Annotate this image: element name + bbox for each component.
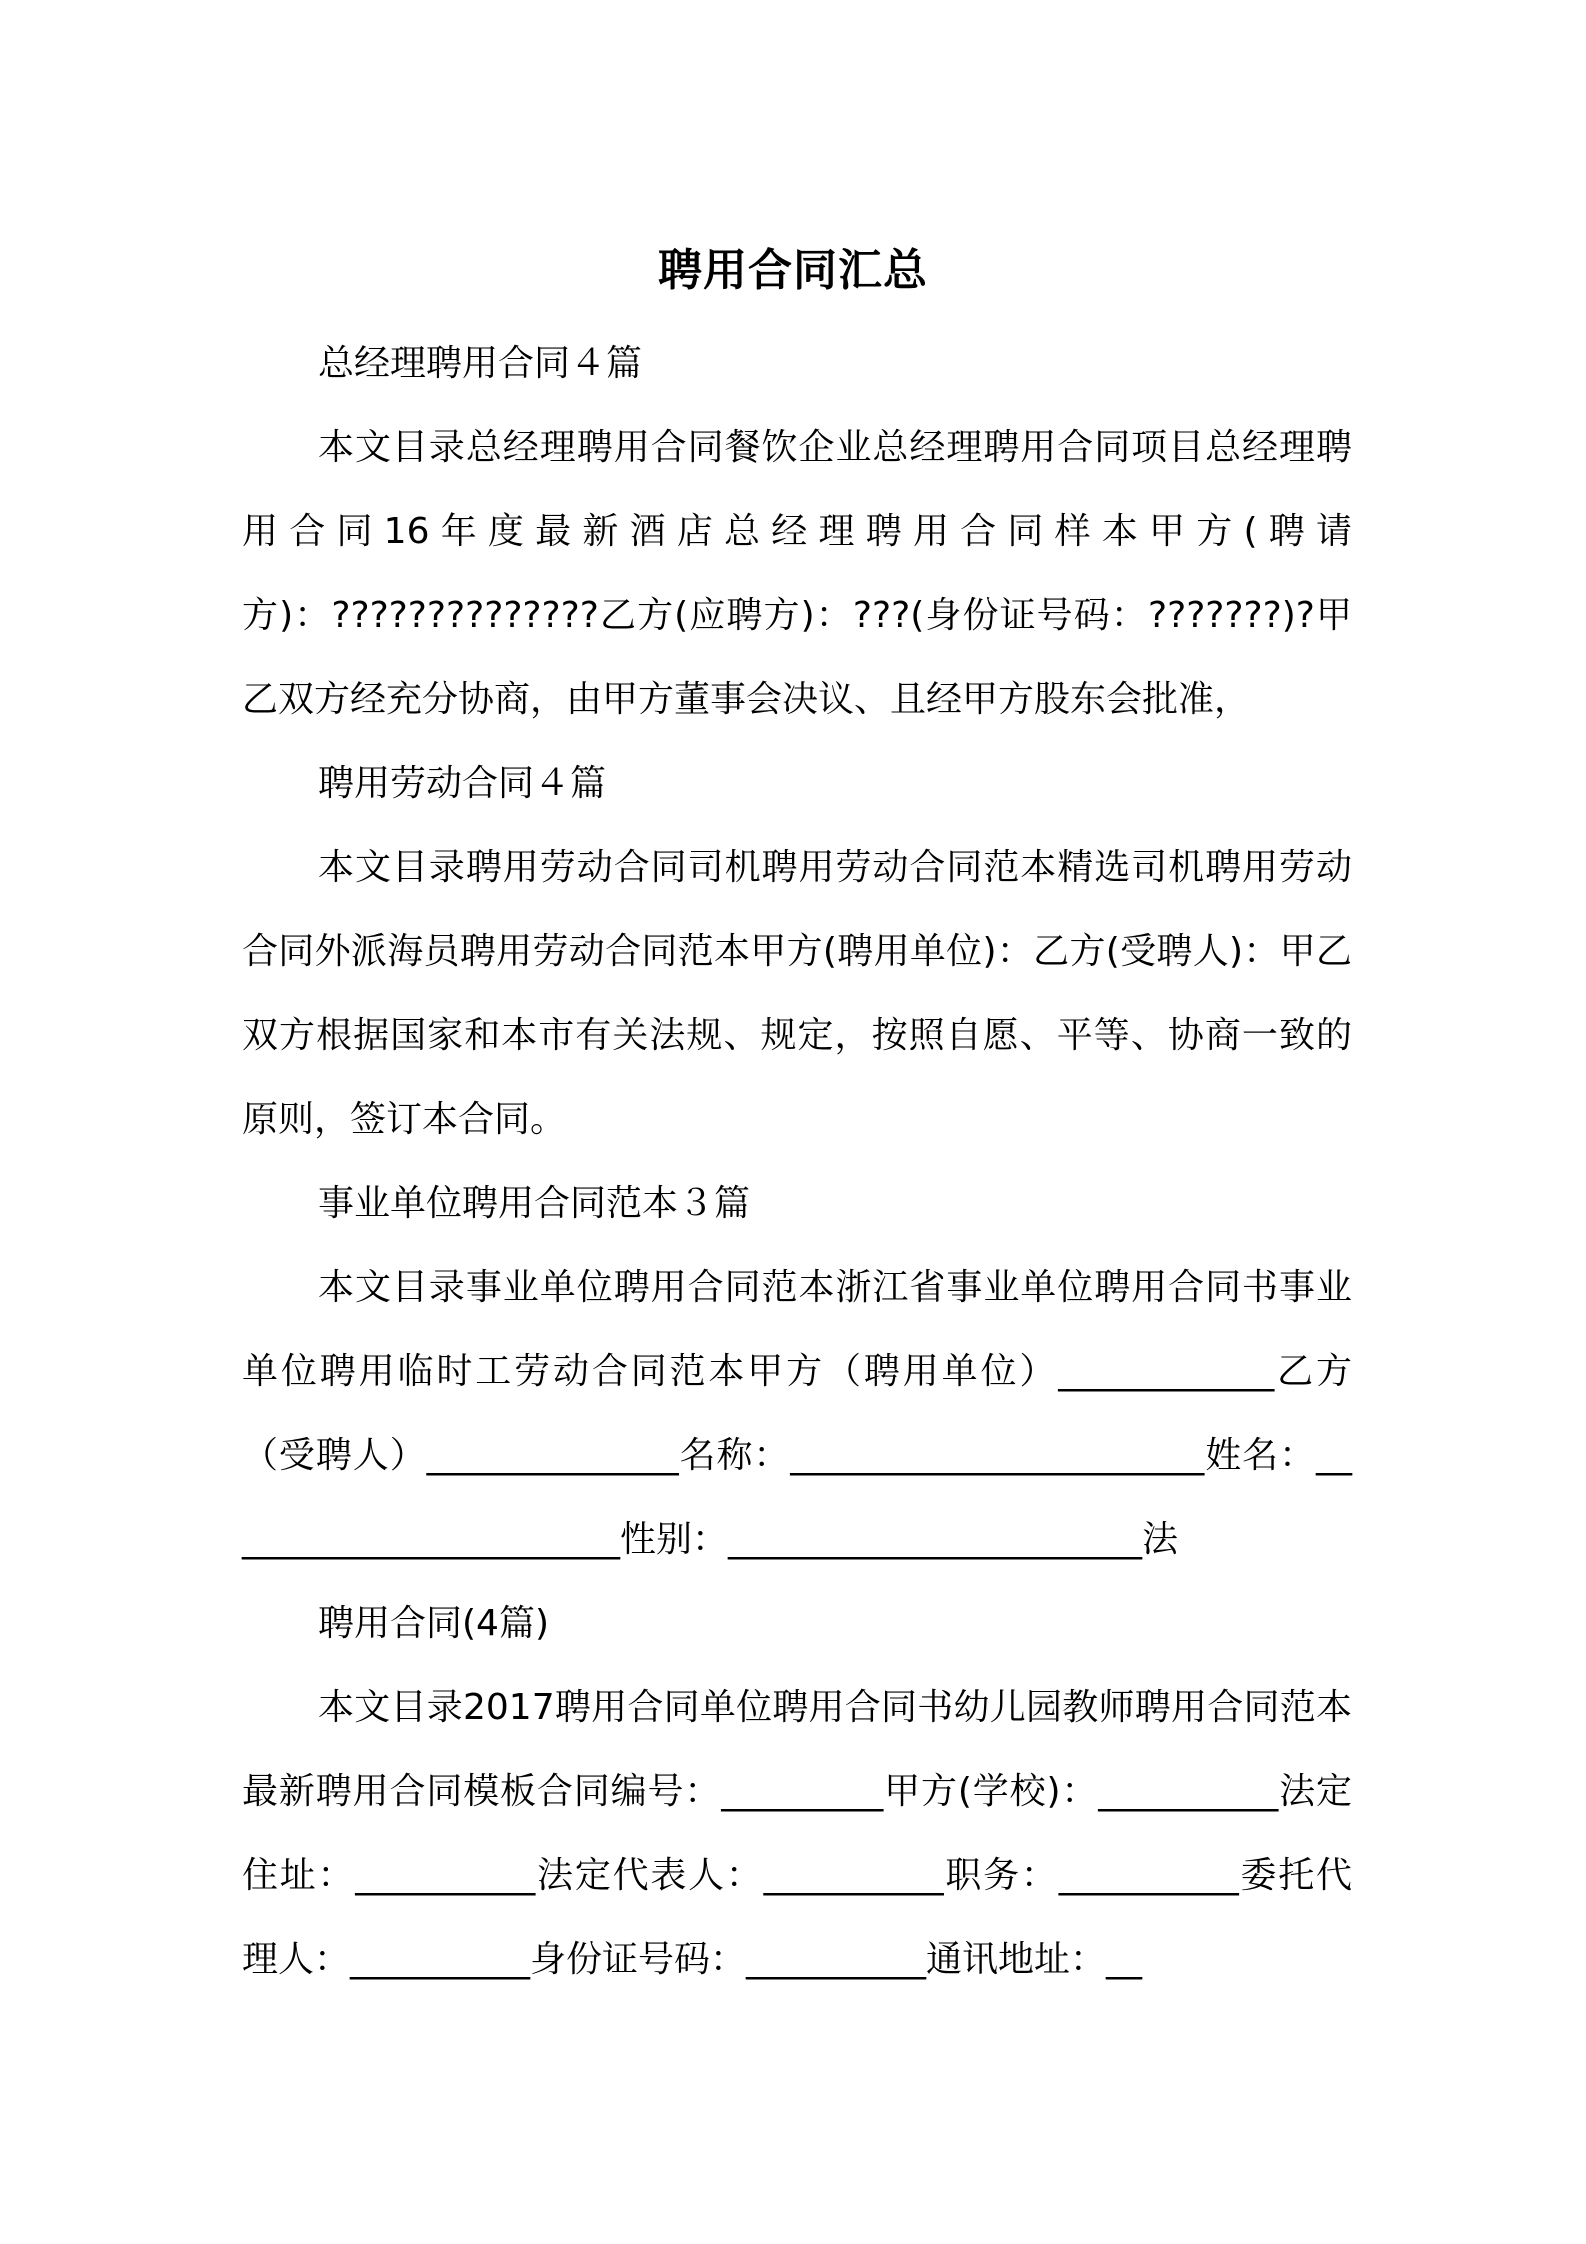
page-title: 聘用合同汇总 bbox=[658, 245, 928, 297]
section-body-4: 本文目录2017聘用合同单位聘用合同书幼儿园教师聘用合同范本最新聘用合同模板合同编号：_________甲方(学校)：__________法定住址：__________法定代表人：__________职务：__________委托代理人：__________身份证号码：__________通讯地址：__ bbox=[242, 1687, 1352, 1980]
section-heading-1: 总经理聘用合同４篇 bbox=[318, 343, 643, 384]
section-body-3: 本文目录事业单位聘用合同范本浙江省事业单位聘用合同书事业单位聘用临时工劳动合同范本甲方（聘用单位）____________乙方（受聘人）______________名称：_______________________姓名：_______________________性别：_______________________法 bbox=[242, 1267, 1352, 1560]
section-heading-4: 聘用合同(4篇) bbox=[318, 1603, 549, 1644]
section-heading-2: 聘用劳动合同４篇 bbox=[318, 763, 607, 804]
section-body-2: 本文目录聘用劳动合同司机聘用劳动合同范本精选司机聘用劳动合同外派海员聘用劳动合同范本甲方(聘用单位)：乙方(受聘人)：甲乙双方根据国家和本市有关法规、规定，按照自愿、平等、协商一致的原则，签订本合同。 bbox=[242, 847, 1352, 1140]
section-heading-3: 事业单位聘用合同范本３篇 bbox=[318, 1183, 751, 1224]
document-body bbox=[242, 322, 1352, 2002]
section-body-1: 本文目录总经理聘用合同餐饮企业总经理聘用合同项目总经理聘用合同16年度最新酒店总经理聘用合同样本甲方(聘请方)：??????????????乙方(应聘方)：???(身份证号码：???????)?甲乙双方经充分协商，由甲方董事会决议、且经甲方股东会批准， bbox=[242, 427, 1352, 720]
